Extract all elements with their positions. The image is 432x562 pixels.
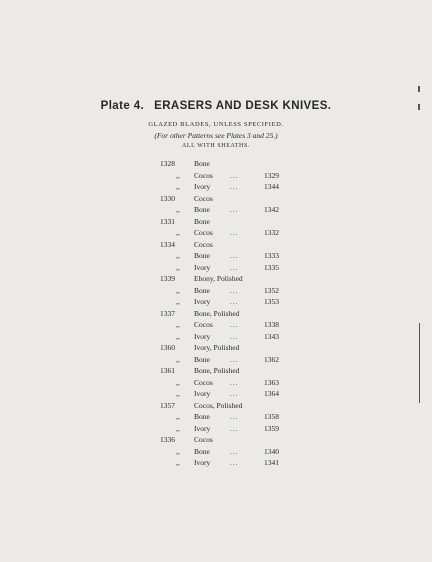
- item-material: Ivory: [194, 297, 211, 306]
- table-row: [160, 216, 300, 227]
- leader-dots: ...: [230, 458, 239, 467]
- item-material: Bone: [194, 446, 210, 456]
- table-row: [160, 434, 300, 445]
- item-material: Bone: [194, 159, 210, 168]
- leader-dots: ...: [230, 285, 239, 295]
- ditto-mark: ,,: [176, 297, 180, 306]
- alt-item-number: 1358: [264, 412, 279, 421]
- item-material: Ivory: [194, 389, 211, 398]
- item-number: 1330: [160, 193, 175, 203]
- item-number: 1336: [160, 435, 175, 444]
- alt-item-number: 1343: [264, 331, 279, 341]
- item-material: Ivory: [194, 423, 211, 433]
- alt-item-number: 1338: [264, 320, 279, 329]
- leader-dots: ...: [230, 331, 239, 341]
- ditto-mark: ,,: [176, 251, 180, 260]
- item-material: Bone: [194, 216, 210, 226]
- ditto-mark: ,,: [176, 331, 180, 341]
- item-material: Bone, Polished: [194, 366, 240, 375]
- ditto-mark: ,,: [176, 170, 180, 180]
- alt-item-number: 1340: [264, 446, 279, 456]
- subtitle-sheaths: ALL WITH SHEATHS.: [181, 143, 251, 149]
- alt-item-number: 1353: [264, 297, 279, 306]
- ditto-mark: ,,: [176, 389, 180, 398]
- table-row: [160, 285, 300, 296]
- leader-dots: ...: [230, 182, 239, 191]
- item-material: Bone: [194, 412, 210, 421]
- table-row: [160, 308, 300, 319]
- item-number: 1339: [160, 274, 175, 283]
- item-material: Ivory, Polished: [194, 343, 240, 352]
- ditto-mark: ,,: [176, 377, 180, 387]
- leader-dots: ...: [230, 251, 239, 260]
- leader-dots: ...: [230, 423, 239, 433]
- table-row: [160, 377, 300, 388]
- ditto-mark: ,,: [176, 262, 180, 272]
- alt-item-number: 1335: [264, 262, 279, 272]
- item-number: 1328: [160, 159, 175, 168]
- item-material: Bone: [194, 251, 210, 260]
- item-material: Cocos: [194, 193, 213, 203]
- item-number: 1334: [160, 239, 175, 249]
- alt-item-number: 1364: [264, 389, 279, 398]
- alt-item-number: 1341: [264, 458, 279, 467]
- ditto-mark: ,,: [176, 320, 180, 329]
- item-material: Ebony, Polished: [194, 274, 243, 283]
- ditto-mark: ,,: [176, 285, 180, 295]
- item-number: 1331: [160, 216, 175, 226]
- edge-mark: [419, 323, 420, 403]
- table-row: [160, 446, 300, 457]
- alt-item-number: 1332: [264, 228, 279, 237]
- table-row: [160, 342, 300, 353]
- item-material: Ivory: [194, 458, 211, 467]
- table-row: [160, 354, 300, 365]
- table-row: [160, 365, 300, 376]
- table-row: [160, 250, 300, 261]
- leader-dots: ...: [230, 262, 239, 272]
- item-number: 1361: [160, 366, 175, 375]
- table-row: [160, 388, 300, 399]
- item-material: Cocos, Polished: [194, 400, 243, 410]
- leader-dots: ...: [230, 320, 239, 329]
- edge-mark: [418, 104, 420, 110]
- ditto-mark: ,,: [176, 228, 180, 237]
- alt-item-number: 1363: [264, 377, 279, 387]
- item-material: Ivory: [194, 262, 211, 272]
- ditto-mark: ,,: [176, 205, 180, 214]
- table-row: [160, 331, 300, 342]
- table-row: [160, 262, 300, 273]
- table-row: [160, 273, 300, 284]
- table-row: [160, 423, 300, 434]
- table-row: [160, 457, 300, 468]
- table-row: [160, 400, 300, 411]
- table-row: [160, 296, 300, 307]
- leader-dots: ...: [230, 377, 239, 387]
- alt-item-number: 1362: [264, 354, 279, 364]
- leader-dots: ...: [230, 297, 239, 306]
- leader-dots: ...: [230, 354, 239, 364]
- item-number: 1357: [160, 400, 175, 410]
- plate-number: Plate 4.: [100, 100, 145, 112]
- subtitle-other-patterns: (For other Patterns see Plates 3 and 25.): [154, 131, 278, 140]
- leader-dots: ...: [230, 205, 239, 214]
- alt-item-number: 1329: [264, 170, 279, 180]
- edge-mark: [418, 86, 420, 92]
- ditto-mark: ,,: [176, 458, 180, 467]
- leader-dots: ...: [230, 389, 239, 398]
- table-row: [160, 170, 300, 181]
- item-material: Bone: [194, 285, 210, 295]
- table-row: [160, 158, 300, 169]
- item-material: Cocos: [194, 228, 213, 237]
- item-material: Cocos: [194, 377, 213, 387]
- subtitle-glazed: GLAZED BLADES, UNLESS SPECIFIED.: [148, 121, 284, 128]
- table-row: [160, 239, 300, 250]
- item-material: Cocos: [194, 435, 213, 444]
- table-row: [160, 193, 300, 204]
- table-row: [160, 204, 300, 215]
- page-header: [0, 100, 432, 112]
- item-material: Ivory: [194, 331, 211, 341]
- item-material: Ivory: [194, 182, 211, 191]
- alt-item-number: 1344: [264, 182, 279, 191]
- item-number: 1360: [160, 343, 175, 352]
- item-material: Cocos: [194, 320, 213, 329]
- item-material: Bone: [194, 205, 210, 214]
- alt-item-number: 1352: [264, 285, 279, 295]
- leader-dots: ...: [230, 228, 239, 237]
- item-material: Cocos: [194, 239, 213, 249]
- table-row: [160, 227, 300, 238]
- table-row: [160, 319, 300, 330]
- item-material: Bone: [194, 354, 210, 364]
- item-material: Cocos: [194, 170, 213, 180]
- leader-dots: ...: [230, 170, 239, 180]
- ditto-mark: ,,: [176, 423, 180, 433]
- alt-item-number: 1342: [264, 205, 279, 214]
- alt-item-number: 1333: [264, 251, 279, 260]
- ditto-mark: ,,: [176, 182, 180, 191]
- item-material: Bone, Polished: [194, 308, 240, 318]
- ditto-mark: ,,: [176, 446, 180, 456]
- leader-dots: ...: [230, 412, 239, 421]
- ditto-mark: ,,: [176, 412, 180, 421]
- table-row: [160, 411, 300, 422]
- leader-dots: ...: [230, 446, 239, 456]
- table-row: [160, 181, 300, 192]
- item-number: 1337: [160, 308, 175, 318]
- ditto-mark: ,,: [176, 354, 180, 364]
- page-title: ERASERS AND DESK KNIVES.: [154, 100, 332, 112]
- alt-item-number: 1359: [264, 423, 279, 433]
